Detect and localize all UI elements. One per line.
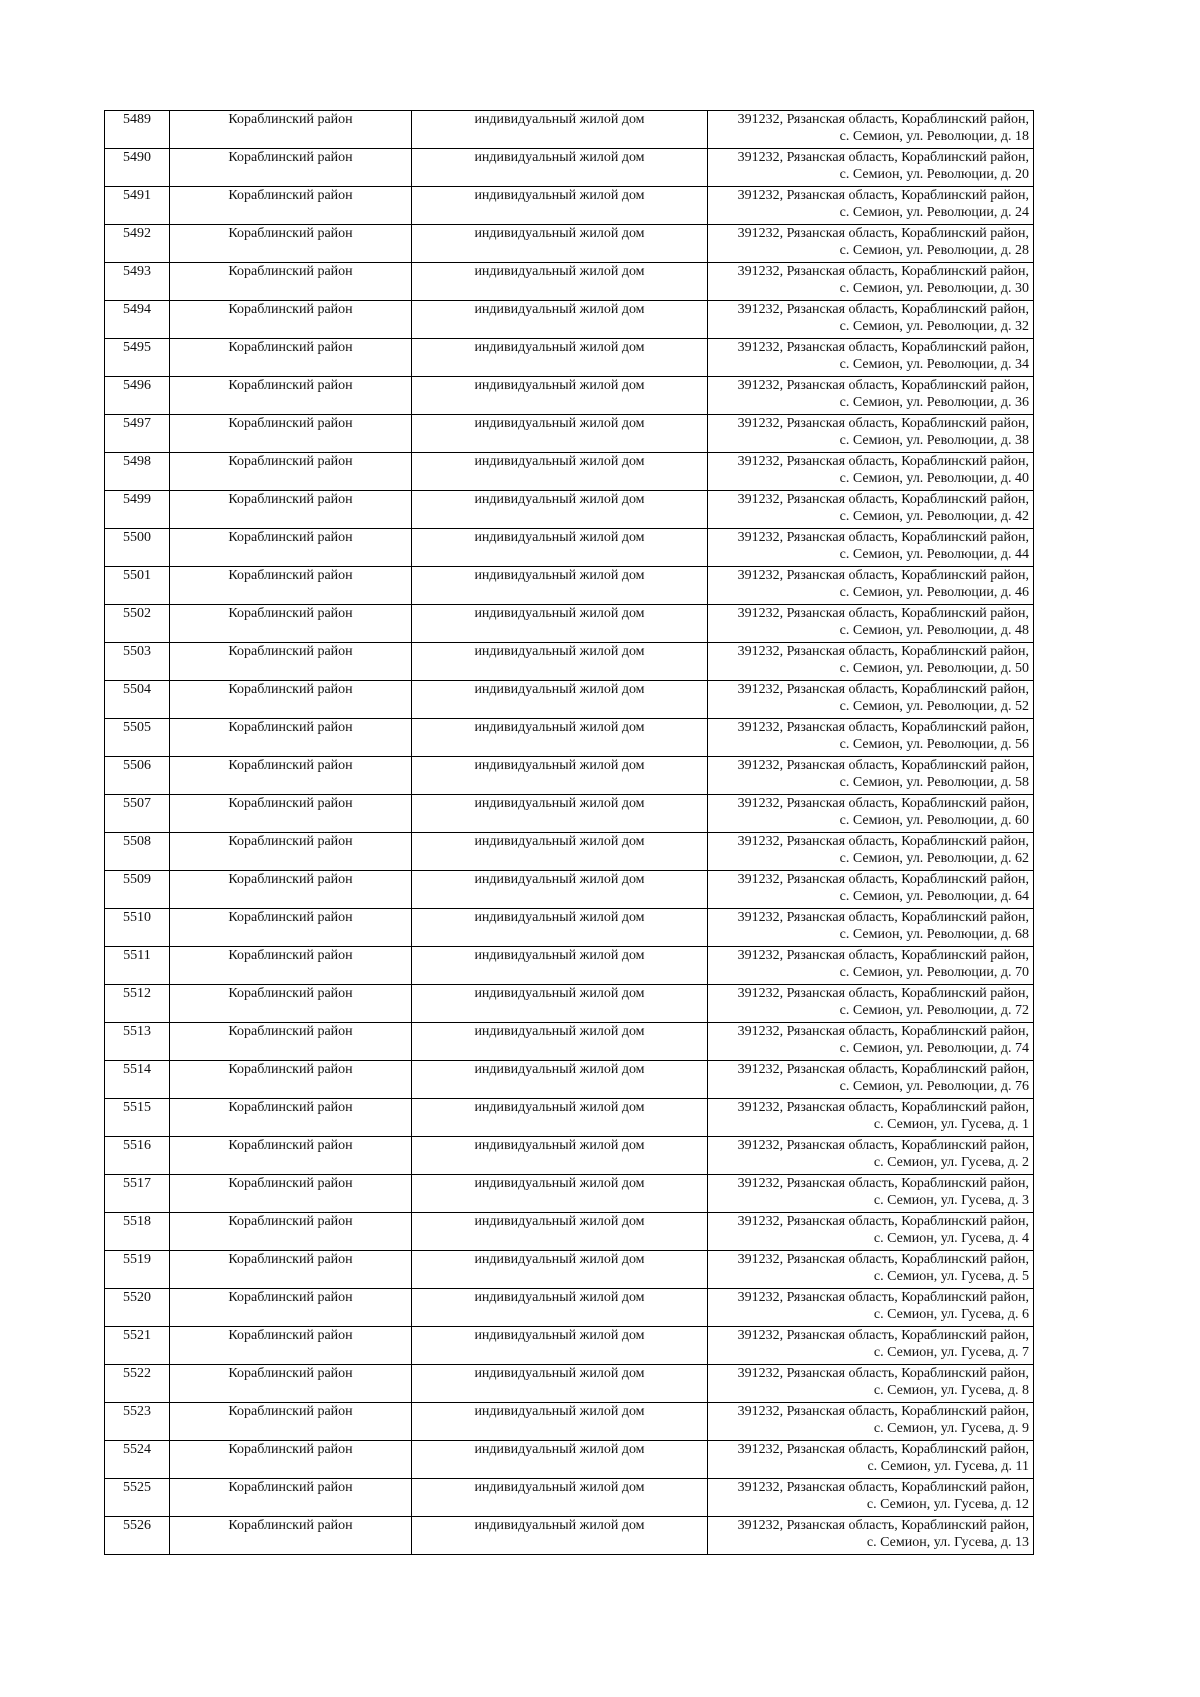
address-line-2: с. Семион, ул. Революции, д. 56: [839, 737, 1029, 752]
district-cell: Кораблинский район: [170, 1479, 412, 1517]
address-line-2: с. Семион, ул. Гусева, д. 13: [866, 1535, 1029, 1550]
address-line-1: 391232, Рязанская область, Кораблинский район,: [737, 872, 1029, 887]
address-line-2: с. Семион, ул. Гусева, д. 9: [873, 1421, 1029, 1436]
address-line-2: с. Семион, ул. Революции, д. 28: [839, 243, 1029, 258]
table-row: [105, 301, 1034, 339]
object-type-cell: индивидуальный жилой дом: [412, 1365, 708, 1403]
address-line-1: 391232, Рязанская область, Кораблинский район,: [737, 568, 1029, 583]
district-cell: Кораблинский район: [170, 833, 412, 871]
table-row: [105, 263, 1034, 301]
district-cell: Кораблинский район: [170, 1517, 412, 1555]
table-row: [105, 149, 1034, 187]
address-line-2: с. Семион, ул. Революции, д. 70: [839, 965, 1029, 980]
object-type-cell: индивидуальный жилой дом: [412, 833, 708, 871]
district-cell: Кораблинский район: [170, 1099, 412, 1137]
address-line-1: 391232, Рязанская область, Кораблинский район,: [737, 758, 1029, 773]
address-cell: [708, 795, 1034, 833]
address-line-2: с. Семион, ул. Гусева, д. 12: [866, 1497, 1029, 1512]
district-cell: Кораблинский район: [170, 1403, 412, 1441]
table-row: [105, 1023, 1034, 1061]
district-cell: Кораблинский район: [170, 1251, 412, 1289]
address-line-1: 391232, Рязанская область, Кораблинский район,: [737, 948, 1029, 963]
address-line-2: с. Семион, ул. Революции, д. 50: [839, 661, 1029, 676]
object-type-cell: индивидуальный жилой дом: [412, 529, 708, 567]
row-number: 5508: [105, 833, 170, 871]
district-cell: Кораблинский район: [170, 909, 412, 947]
address-cell: [708, 1251, 1034, 1289]
address-line-1: 391232, Рязанская область, Кораблинский район,: [737, 530, 1029, 545]
row-number: 5512: [105, 985, 170, 1023]
address-cell: [708, 985, 1034, 1023]
table-row: [105, 1213, 1034, 1251]
district-cell: Кораблинский район: [170, 719, 412, 757]
district-cell: Кораблинский район: [170, 111, 412, 149]
address-cell: [708, 605, 1034, 643]
table-row: [105, 1251, 1034, 1289]
address-line-2: с. Семион, ул. Революции, д. 62: [839, 851, 1029, 866]
district-cell: Кораблинский район: [170, 757, 412, 795]
object-type-cell: индивидуальный жилой дом: [412, 1251, 708, 1289]
address-cell: [708, 301, 1034, 339]
object-type-cell: индивидуальный жилой дом: [412, 681, 708, 719]
object-type-cell: индивидуальный жилой дом: [412, 225, 708, 263]
row-number: 5520: [105, 1289, 170, 1327]
row-number: 5516: [105, 1137, 170, 1175]
address-cell: [708, 187, 1034, 225]
district-cell: Кораблинский район: [170, 301, 412, 339]
address-line-2: с. Семион, ул. Гусева, д. 11: [867, 1459, 1029, 1474]
address-line-2: с. Семион, ул. Революции, д. 76: [839, 1079, 1029, 1094]
district-cell: Кораблинский район: [170, 529, 412, 567]
table-row: [105, 833, 1034, 871]
address-line-2: с. Семион, ул. Гусева, д. 8: [873, 1383, 1029, 1398]
address-line-1: 391232, Рязанская область, Кораблинский район,: [737, 492, 1029, 507]
address-cell: [708, 1479, 1034, 1517]
address-line-1: 391232, Рязанская область, Кораблинский район,: [737, 1100, 1029, 1115]
address-cell: [708, 529, 1034, 567]
address-cell: [708, 225, 1034, 263]
address-line-2: с. Семион, ул. Гусева, д. 1: [873, 1117, 1029, 1132]
table-row: [105, 985, 1034, 1023]
row-number: 5518: [105, 1213, 170, 1251]
table-row: [105, 1289, 1034, 1327]
table-row: [105, 1061, 1034, 1099]
district-cell: Кораблинский район: [170, 453, 412, 491]
district-cell: Кораблинский район: [170, 681, 412, 719]
row-number: 5507: [105, 795, 170, 833]
district-cell: Кораблинский район: [170, 985, 412, 1023]
table-row: [105, 415, 1034, 453]
district-cell: Кораблинский район: [170, 1289, 412, 1327]
address-line-1: 391232, Рязанская область, Кораблинский район,: [737, 606, 1029, 621]
object-type-cell: индивидуальный жилой дом: [412, 757, 708, 795]
row-number: 5521: [105, 1327, 170, 1365]
district-cell: Кораблинский район: [170, 1137, 412, 1175]
object-type-cell: индивидуальный жилой дом: [412, 187, 708, 225]
table-row: [105, 1517, 1034, 1555]
address-line-1: 391232, Рязанская область, Кораблинский район,: [737, 150, 1029, 165]
address-line-2: с. Семион, ул. Революции, д. 24: [839, 205, 1029, 220]
object-type-cell: индивидуальный жилой дом: [412, 1137, 708, 1175]
object-type-cell: индивидуальный жилой дом: [412, 111, 708, 149]
address-line-1: 391232, Рязанская область, Кораблинский район,: [737, 1252, 1029, 1267]
address-line-2: с. Семион, ул. Революции, д. 48: [839, 623, 1029, 638]
district-cell: Кораблинский район: [170, 567, 412, 605]
object-type-cell: индивидуальный жилой дом: [412, 377, 708, 415]
housing-register-table: [104, 110, 1034, 1555]
table-row: [105, 1365, 1034, 1403]
row-number: 5513: [105, 1023, 170, 1061]
address-line-1: 391232, Рязанская область, Кораблинский район,: [737, 340, 1029, 355]
object-type-cell: индивидуальный жилой дом: [412, 1327, 708, 1365]
address-line-1: 391232, Рязанская область, Кораблинский район,: [737, 378, 1029, 393]
object-type-cell: индивидуальный жилой дом: [412, 453, 708, 491]
object-type-cell: индивидуальный жилой дом: [412, 643, 708, 681]
address-line-1: 391232, Рязанская область, Кораблинский район,: [737, 1480, 1029, 1495]
address-line-2: с. Семион, ул. Революции, д. 18: [839, 129, 1029, 144]
address-line-2: с. Семион, ул. Революции, д. 44: [839, 547, 1029, 562]
district-cell: Кораблинский район: [170, 1023, 412, 1061]
address-cell: [708, 263, 1034, 301]
address-cell: [708, 491, 1034, 529]
district-cell: Кораблинский район: [170, 1365, 412, 1403]
address-line-2: с. Семион, ул. Революции, д. 72: [839, 1003, 1029, 1018]
address-line-2: с. Семион, ул. Революции, д. 42: [839, 509, 1029, 524]
row-number: 5514: [105, 1061, 170, 1099]
address-line-1: 391232, Рязанская область, Кораблинский район,: [737, 226, 1029, 241]
address-cell: [708, 1061, 1034, 1099]
row-number: 5522: [105, 1365, 170, 1403]
district-cell: Кораблинский район: [170, 415, 412, 453]
address-line-2: с. Семион, ул. Гусева, д. 4: [873, 1231, 1029, 1246]
object-type-cell: индивидуальный жилой дом: [412, 415, 708, 453]
row-number: 5504: [105, 681, 170, 719]
address-line-1: 391232, Рязанская область, Кораблинский район,: [737, 302, 1029, 317]
table-row: [105, 1479, 1034, 1517]
district-cell: Кораблинский район: [170, 187, 412, 225]
row-number: 5525: [105, 1479, 170, 1517]
object-type-cell: индивидуальный жилой дом: [412, 1441, 708, 1479]
row-number: 5515: [105, 1099, 170, 1137]
row-number: 5501: [105, 567, 170, 605]
object-type-cell: индивидуальный жилой дом: [412, 947, 708, 985]
object-type-cell: индивидуальный жилой дом: [412, 339, 708, 377]
address-cell: [708, 1213, 1034, 1251]
address-line-2: с. Семион, ул. Революции, д. 36: [839, 395, 1029, 410]
district-cell: Кораблинский район: [170, 795, 412, 833]
address-cell: [708, 415, 1034, 453]
object-type-cell: индивидуальный жилой дом: [412, 149, 708, 187]
district-cell: Кораблинский район: [170, 225, 412, 263]
object-type-cell: индивидуальный жилой дом: [412, 985, 708, 1023]
object-type-cell: индивидуальный жилой дом: [412, 909, 708, 947]
address-line-1: 391232, Рязанская область, Кораблинский район,: [737, 720, 1029, 735]
object-type-cell: индивидуальный жилой дом: [412, 1175, 708, 1213]
row-number: 5490: [105, 149, 170, 187]
district-cell: Кораблинский район: [170, 149, 412, 187]
table-row: [105, 1137, 1034, 1175]
address-cell: [708, 1289, 1034, 1327]
table-row: [105, 871, 1034, 909]
table-row: [105, 1175, 1034, 1213]
row-number: 5496: [105, 377, 170, 415]
object-type-cell: индивидуальный жилой дом: [412, 871, 708, 909]
address-line-2: с. Семион, ул. Гусева, д. 3: [873, 1193, 1029, 1208]
row-number: 5497: [105, 415, 170, 453]
object-type-cell: индивидуальный жилой дом: [412, 1061, 708, 1099]
address-line-1: 391232, Рязанская область, Кораблинский район,: [737, 188, 1029, 203]
address-cell: [708, 1365, 1034, 1403]
address-line-2: с. Семион, ул. Революции, д. 46: [839, 585, 1029, 600]
table-row: [105, 947, 1034, 985]
address-cell: [708, 719, 1034, 757]
table-row: [105, 529, 1034, 567]
address-line-1: 391232, Рязанская область, Кораблинский район,: [737, 1138, 1029, 1153]
row-number: 5509: [105, 871, 170, 909]
object-type-cell: индивидуальный жилой дом: [412, 1023, 708, 1061]
object-type-cell: индивидуальный жилой дом: [412, 567, 708, 605]
address-line-1: 391232, Рязанская область, Кораблинский район,: [737, 1290, 1029, 1305]
row-number: 5493: [105, 263, 170, 301]
address-line-2: с. Семион, ул. Гусева, д. 7: [873, 1345, 1029, 1360]
row-number: 5495: [105, 339, 170, 377]
table-row: [105, 111, 1034, 149]
object-type-cell: индивидуальный жилой дом: [412, 1289, 708, 1327]
row-number: 5523: [105, 1403, 170, 1441]
address-line-2: с. Семион, ул. Революции, д. 52: [839, 699, 1029, 714]
table-row: [105, 643, 1034, 681]
address-cell: [708, 111, 1034, 149]
address-cell: [708, 1175, 1034, 1213]
district-cell: Кораблинский район: [170, 1213, 412, 1251]
address-line-2: с. Семион, ул. Гусева, д. 6: [873, 1307, 1029, 1322]
address-line-2: с. Семион, ул. Гусева, д. 2: [873, 1155, 1029, 1170]
row-number: 5524: [105, 1441, 170, 1479]
address-cell: [708, 1099, 1034, 1137]
address-line-2: с. Семион, ул. Революции, д. 20: [839, 167, 1029, 182]
row-number: 5510: [105, 909, 170, 947]
district-cell: Кораблинский район: [170, 947, 412, 985]
table-row: [105, 909, 1034, 947]
address-line-1: 391232, Рязанская область, Кораблинский район,: [737, 416, 1029, 431]
district-cell: Кораблинский район: [170, 491, 412, 529]
object-type-cell: индивидуальный жилой дом: [412, 605, 708, 643]
object-type-cell: индивидуальный жилой дом: [412, 1213, 708, 1251]
address-cell: [708, 149, 1034, 187]
address-cell: [708, 1441, 1034, 1479]
row-number: 5499: [105, 491, 170, 529]
table-row: [105, 719, 1034, 757]
row-number: 5491: [105, 187, 170, 225]
address-line-1: 391232, Рязанская область, Кораблинский район,: [737, 1024, 1029, 1039]
address-line-1: 391232, Рязанская область, Кораблинский район,: [737, 796, 1029, 811]
table-row: [105, 1441, 1034, 1479]
address-cell: [708, 1137, 1034, 1175]
district-cell: Кораблинский район: [170, 605, 412, 643]
row-number: 5517: [105, 1175, 170, 1213]
district-cell: Кораблинский район: [170, 339, 412, 377]
address-line-1: 391232, Рязанская область, Кораблинский район,: [737, 644, 1029, 659]
table-row: [105, 491, 1034, 529]
table-body: [105, 111, 1034, 1555]
address-line-1: 391232, Рязанская область, Кораблинский район,: [737, 112, 1029, 127]
table-row: [105, 795, 1034, 833]
object-type-cell: индивидуальный жилой дом: [412, 1517, 708, 1555]
row-number: 5503: [105, 643, 170, 681]
table-row: [105, 567, 1034, 605]
address-cell: [708, 1517, 1034, 1555]
address-line-1: 391232, Рязанская область, Кораблинский район,: [737, 834, 1029, 849]
address-line-1: 391232, Рязанская область, Кораблинский район,: [737, 264, 1029, 279]
row-number: 5526: [105, 1517, 170, 1555]
table-row: [105, 377, 1034, 415]
address-cell: [708, 1403, 1034, 1441]
address-cell: [708, 681, 1034, 719]
district-cell: Кораблинский район: [170, 377, 412, 415]
table-row: [105, 225, 1034, 263]
row-number: 5506: [105, 757, 170, 795]
address-cell: [708, 833, 1034, 871]
row-number: 5492: [105, 225, 170, 263]
object-type-cell: индивидуальный жилой дом: [412, 263, 708, 301]
address-line-2: с. Семион, ул. Революции, д. 40: [839, 471, 1029, 486]
address-cell: [708, 567, 1034, 605]
table-row: [105, 187, 1034, 225]
address-cell: [708, 947, 1034, 985]
row-number: 5500: [105, 529, 170, 567]
address-cell: [708, 377, 1034, 415]
address-line-1: 391232, Рязанская область, Кораблинский район,: [737, 1404, 1029, 1419]
address-line-1: 391232, Рязанская область, Кораблинский район,: [737, 1366, 1029, 1381]
table-row: [105, 1099, 1034, 1137]
address-line-2: с. Семион, ул. Революции, д. 34: [839, 357, 1029, 372]
address-cell: [708, 871, 1034, 909]
table-row: [105, 1327, 1034, 1365]
table-row: [105, 1403, 1034, 1441]
address-line-1: 391232, Рязанская область, Кораблинский район,: [737, 1214, 1029, 1229]
address-line-1: 391232, Рязанская область, Кораблинский район,: [737, 1176, 1029, 1191]
district-cell: Кораблинский район: [170, 871, 412, 909]
district-cell: Кораблинский район: [170, 1441, 412, 1479]
table-row: [105, 339, 1034, 377]
address-line-1: 391232, Рязанская область, Кораблинский район,: [737, 1062, 1029, 1077]
address-line-1: 391232, Рязанская область, Кораблинский район,: [737, 454, 1029, 469]
object-type-cell: индивидуальный жилой дом: [412, 491, 708, 529]
district-cell: Кораблинский район: [170, 643, 412, 681]
row-number: 5494: [105, 301, 170, 339]
address-cell: [708, 453, 1034, 491]
address-line-2: с. Семион, ул. Гусева, д. 5: [873, 1269, 1029, 1284]
address-line-2: с. Семион, ул. Революции, д. 60: [839, 813, 1029, 828]
table-row: [105, 605, 1034, 643]
object-type-cell: индивидуальный жилой дом: [412, 301, 708, 339]
object-type-cell: индивидуальный жилой дом: [412, 1479, 708, 1517]
row-number: 5502: [105, 605, 170, 643]
district-cell: Кораблинский район: [170, 1175, 412, 1213]
district-cell: Кораблинский район: [170, 1061, 412, 1099]
address-line-1: 391232, Рязанская область, Кораблинский район,: [737, 682, 1029, 697]
object-type-cell: индивидуальный жилой дом: [412, 1403, 708, 1441]
object-type-cell: индивидуальный жилой дом: [412, 795, 708, 833]
row-number: 5519: [105, 1251, 170, 1289]
address-line-2: с. Семион, ул. Революции, д. 68: [839, 927, 1029, 942]
object-type-cell: индивидуальный жилой дом: [412, 719, 708, 757]
district-cell: Кораблинский район: [170, 1327, 412, 1365]
address-line-1: 391232, Рязанская область, Кораблинский район,: [737, 1328, 1029, 1343]
address-line-1: 391232, Рязанская область, Кораблинский район,: [737, 1518, 1029, 1533]
row-number: 5498: [105, 453, 170, 491]
table-row: [105, 453, 1034, 491]
address-line-2: с. Семион, ул. Революции, д. 38: [839, 433, 1029, 448]
address-line-2: с. Семион, ул. Революции, д. 58: [839, 775, 1029, 790]
address-cell: [708, 757, 1034, 795]
table-row: [105, 681, 1034, 719]
address-line-2: с. Семион, ул. Революции, д. 30: [839, 281, 1029, 296]
address-cell: [708, 339, 1034, 377]
address-line-1: 391232, Рязанская область, Кораблинский район,: [737, 910, 1029, 925]
address-cell: [708, 1327, 1034, 1365]
address-cell: [708, 909, 1034, 947]
table-row: [105, 757, 1034, 795]
district-cell: Кораблинский район: [170, 263, 412, 301]
address-line-1: 391232, Рязанская область, Кораблинский район,: [737, 1442, 1029, 1457]
row-number: 5489: [105, 111, 170, 149]
address-line-1: 391232, Рязанская область, Кораблинский район,: [737, 986, 1029, 1001]
row-number: 5505: [105, 719, 170, 757]
address-line-2: с. Семион, ул. Революции, д. 74: [839, 1041, 1029, 1056]
address-cell: [708, 1023, 1034, 1061]
address-cell: [708, 643, 1034, 681]
object-type-cell: индивидуальный жилой дом: [412, 1099, 708, 1137]
address-line-2: с. Семион, ул. Революции, д. 64: [839, 889, 1029, 904]
address-line-2: с. Семион, ул. Революции, д. 32: [839, 319, 1029, 334]
row-number: 5511: [105, 947, 170, 985]
